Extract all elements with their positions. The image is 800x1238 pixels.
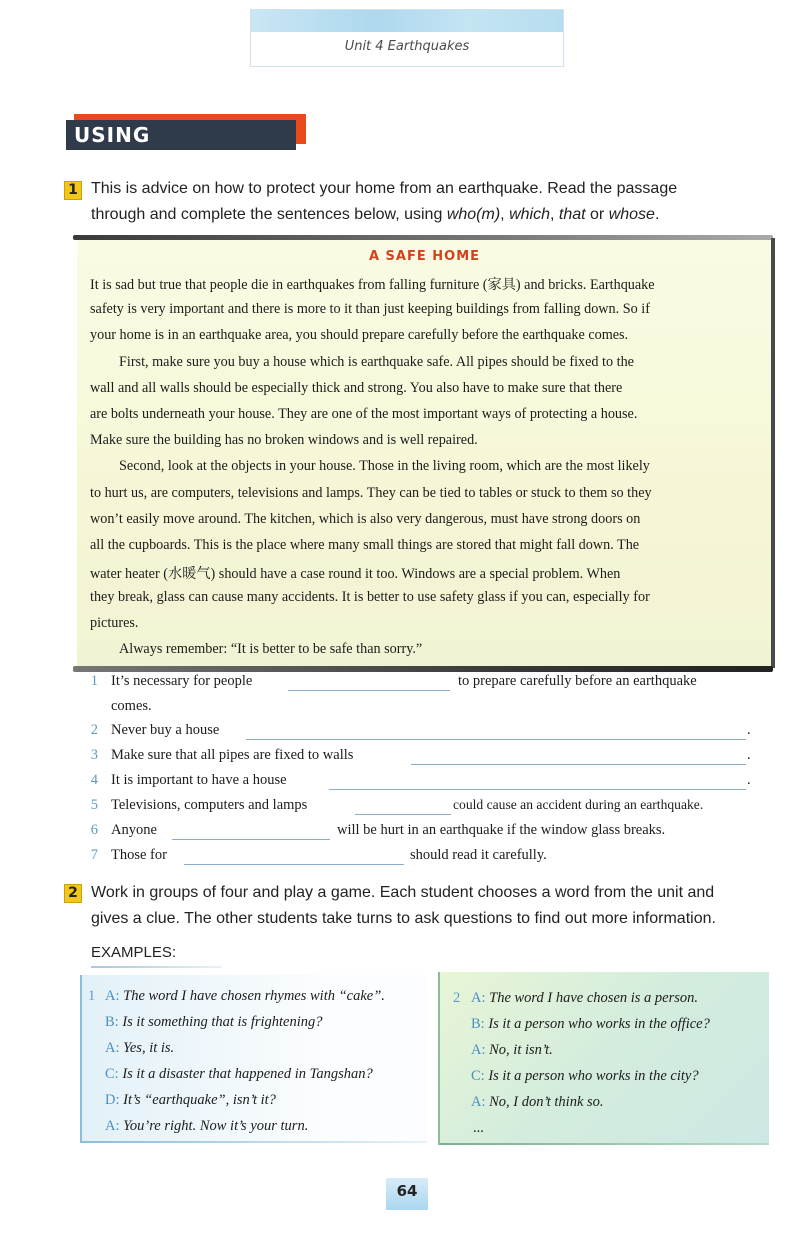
answer-blank-4[interactable]: [329, 789, 746, 790]
exercise-number: 2: [90, 722, 98, 738]
task-1-instruction-line1: This is advice on how to protect your home from an earthquake. Read the passage: [91, 180, 678, 197]
section-banner-label: USING STRUCTURES: [66, 120, 296, 150]
examples-underline: [91, 966, 221, 968]
answer-blank-3[interactable]: [411, 764, 746, 765]
exercise-text: .: [747, 772, 751, 788]
example-number: 2: [453, 990, 461, 1006]
exercise-number: 4: [90, 772, 98, 788]
speaker-label: A: [471, 990, 482, 1006]
dialogue-line: A: Yes, it is.: [105, 1040, 175, 1056]
example-number: 1: [88, 988, 96, 1004]
exercise-number: 5: [90, 797, 98, 813]
passage-top-rule: [73, 235, 773, 240]
task-1-instruction-line2: [91, 202, 781, 228]
passage-right-rule: [771, 238, 775, 668]
exercise-text: could cause an accident during an earthquake.: [453, 797, 704, 812]
passage-bottom-rule: [73, 666, 773, 672]
passage-line: It is sad but true that people die in earthquakes from falling furniture (家具) and bricks. Earthquake: [90, 277, 655, 293]
dialogue-text: The word I have chosen rhymes with “cake”.: [123, 988, 385, 1004]
task-2-badge: 2: [64, 884, 82, 903]
dialogue-text: Is it something that is frightening?: [122, 1014, 323, 1030]
task-1-badge: 1: [64, 181, 82, 200]
passage-line: to hurt us, are computers, televisions and lamps. They can be tied to tables or stuck to them so they: [90, 485, 652, 501]
passage-title: A SAFE HOME: [368, 249, 481, 264]
answer-blank-2[interactable]: [246, 739, 746, 740]
exercise-text: It’s necessary for people: [111, 673, 253, 689]
exercise-number: 3: [90, 747, 98, 763]
page-number: 64: [386, 1178, 428, 1210]
exercise-number: 7: [90, 847, 98, 863]
exercise-text: Never buy a house: [111, 722, 220, 738]
speaker-label: A: [105, 1040, 116, 1056]
passage-line: Second, look at the objects in your house. Those in the living room, which are the most likely: [119, 458, 650, 474]
dialogue-line: A: No, I don’t think so.: [471, 1094, 604, 1110]
word-whom: who(m): [446, 206, 501, 223]
passage-box: [77, 238, 772, 668]
dialogue-text: No, it isn’t.: [489, 1042, 553, 1058]
instruction-prefix: through and complete the sentences below, using: [91, 206, 443, 223]
passage-line: Make sure the building has no broken windows and is well repaired.: [90, 432, 478, 448]
speaker-label: B: [471, 1016, 481, 1032]
answer-blank-6[interactable]: [172, 839, 330, 840]
dialogue-text: The word I have chosen is a person.: [489, 990, 699, 1006]
passage-line: Always remember: “It is better to be safe than sorry.”: [119, 641, 423, 657]
passage-line: are bolts underneath your house. They are one of the most important ways of protecting a house.: [90, 406, 638, 422]
dialogue-line: C: Is it a person who works in the city?: [471, 1068, 699, 1084]
speaker-label: D: [105, 1092, 116, 1108]
exercise-text: should read it carefully.: [410, 847, 547, 863]
unit-header: [250, 9, 564, 67]
comma: ,: [500, 206, 505, 223]
speaker-label: A: [105, 988, 116, 1004]
ellipsis: ...: [473, 1120, 484, 1136]
exercise-number: 6: [90, 822, 98, 838]
header-stripe: [251, 10, 563, 32]
examples-label: EXAMPLES:: [91, 944, 177, 961]
example-box-1-bottom-rule: [82, 1141, 427, 1143]
dialogue-text: Is it a person who works in the city?: [488, 1068, 699, 1084]
dialogue-text: Is it a disaster that happened in Tangshan?: [122, 1066, 373, 1082]
unit-title: Unit 4 Earthquakes: [344, 39, 470, 54]
speaker-label: C: [471, 1068, 481, 1084]
word-or: or: [590, 206, 605, 223]
dialogue-text: It’s “earthquake”, isn’t it?: [123, 1092, 276, 1108]
dialogue-line: A: The word I have chosen is a person.: [471, 990, 699, 1006]
exercise-text: will be hurt in an earthquake if the window glass breaks.: [337, 822, 666, 838]
dialogue-line: C: Is it a disaster that happened in Tangshan?: [105, 1066, 373, 1082]
passage-line: won’t easily move around. The kitchen, which is also very dangerous, must have strong doors on: [90, 511, 641, 527]
word-whose: whose: [608, 206, 655, 223]
period: .: [654, 206, 660, 223]
dialogue-line: A: No, it isn’t.: [471, 1042, 553, 1058]
dialogue-line: B: Is it a person who works in the office?: [471, 1016, 710, 1032]
speaker-label: A: [471, 1094, 482, 1110]
exercise-text: .: [747, 747, 751, 763]
exercise-number: 1: [90, 673, 98, 689]
section-banner: [66, 118, 306, 177]
exercise-text: Anyone: [111, 822, 157, 838]
dialogue-text: Yes, it is.: [123, 1040, 175, 1056]
task-2-instruction-line1: Work in groups of four and play a game. Each student chooses a word from the unit and: [91, 884, 715, 901]
dialogue-text: You’re right. Now it’s your turn.: [123, 1118, 309, 1134]
exercise-text: .: [747, 722, 751, 738]
exercise-text: comes.: [111, 698, 152, 714]
dialogue-line: A: The word I have chosen rhymes with “cake”.: [105, 988, 385, 1004]
dialogue-text: Is it a person who works in the office?: [488, 1016, 710, 1032]
example-box-2-bottom-rule: [440, 1143, 769, 1145]
exercise-text: Televisions, computers and lamps: [111, 797, 308, 813]
dialogue-text: No, I don’t think so.: [489, 1094, 604, 1110]
passage-line: all the cupboards. This is the place where many small things are stored that might fall down. The: [90, 537, 640, 553]
answer-blank-7[interactable]: [184, 864, 404, 865]
passage-line: safety is very important and there is more to it than just keeping buildings from falling down. So if: [90, 301, 650, 317]
passage-line: wall and all walls should be especially thick and strong. You also have to make sure that there: [90, 380, 623, 396]
word-that: that: [558, 206, 586, 223]
dialogue-line: B: Is it something that is frightening?: [105, 1014, 323, 1030]
comma: ,: [549, 206, 555, 223]
passage-line: First, make sure you buy a house which is earthquake safe. All pipes should be fixed to the: [119, 354, 634, 370]
exercise-text: Those for: [111, 847, 167, 863]
word-which: which: [509, 206, 550, 223]
exercise-text: to prepare carefully before an earthquake: [458, 673, 697, 689]
passage-line: your home is in an earthquake area, you should prepare carefully before the earthquake comes.: [90, 327, 629, 343]
speaker-label: A: [471, 1042, 482, 1058]
answer-blank-1[interactable]: [288, 690, 450, 691]
dialogue-line: D: It’s “earthquake”, isn’t it?: [105, 1092, 276, 1108]
task-2-instruction: [91, 880, 781, 932]
answer-blank-5[interactable]: [355, 814, 451, 815]
task-2-instruction-line2: gives a clue. The other students take turns to ask questions to find out more information.: [91, 910, 716, 927]
speaker-label: A: [105, 1118, 116, 1134]
passage-line: they break, glass can cause many accidents. It is better to use safety glass if you can, especially for: [90, 589, 650, 605]
speaker-label: B: [105, 1014, 115, 1030]
exercise-text: Make sure that all pipes are fixed to walls: [111, 747, 354, 763]
exercise-text: It is important to have a house: [111, 772, 287, 788]
speaker-label: C: [105, 1066, 115, 1082]
dialogue-line: A: You’re right. Now it’s your turn.: [105, 1118, 309, 1134]
task-1-instruction: [91, 176, 781, 228]
passage-line: pictures.: [90, 615, 139, 631]
passage-line: water heater (水暖气) should have a case round it too. Windows are a special problem. When: [90, 566, 621, 582]
